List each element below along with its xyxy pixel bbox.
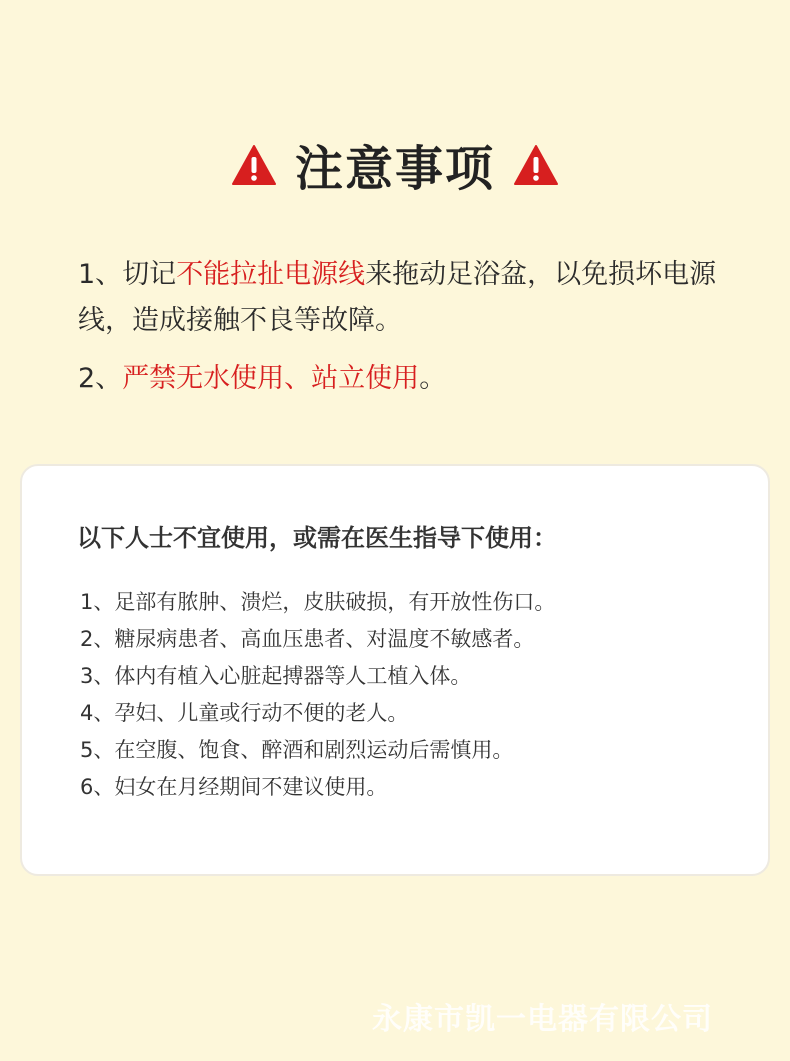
contraindications-card (20, 464, 770, 876)
warning-triangle-icon (231, 144, 277, 186)
contraindications-list (80, 584, 555, 806)
notes-section (78, 252, 728, 402)
note-number: 2、 (78, 363, 123, 394)
list-item: 6、妇女在月经期间不建议使用。 (80, 775, 388, 799)
note-number: 1、 (78, 259, 123, 290)
company-watermark: 永康市凯一电器有限公司 (372, 1002, 713, 1037)
card-title: 以下人士不宜使用，或需在医生指导下使用： (77, 524, 557, 552)
note-item (78, 252, 728, 344)
list-item: 3、体内有植入心脏起搏器等人工植入体。 (80, 664, 472, 688)
warning-triangle-icon (513, 144, 559, 186)
note-item (78, 356, 728, 402)
note-text: 。 (419, 363, 447, 394)
list-item: 5、在空腹、饱食、醉酒和剧烈运动后需慎用。 (80, 738, 514, 762)
title-row (0, 130, 790, 199)
list-item: 1、足部有脓肿、溃烂，皮肤破损，有开放性伤口。 (80, 590, 556, 614)
list-item: 2、糖尿病患者、高血压患者、对温度不敏感者。 (80, 627, 535, 651)
note-text: 来拖动足浴盆，以免损坏电源线，造成接触不良等故障。 (78, 259, 717, 336)
note-text: 切记 (122, 259, 177, 290)
note-highlight: 严禁无水使用、站立使用 (122, 363, 420, 394)
note-highlight: 不能拉扯电源线 (176, 259, 366, 290)
page-title: 注意事项 (294, 141, 495, 197)
list-item: 4、孕妇、儿童或行动不便的老人。 (80, 701, 409, 725)
